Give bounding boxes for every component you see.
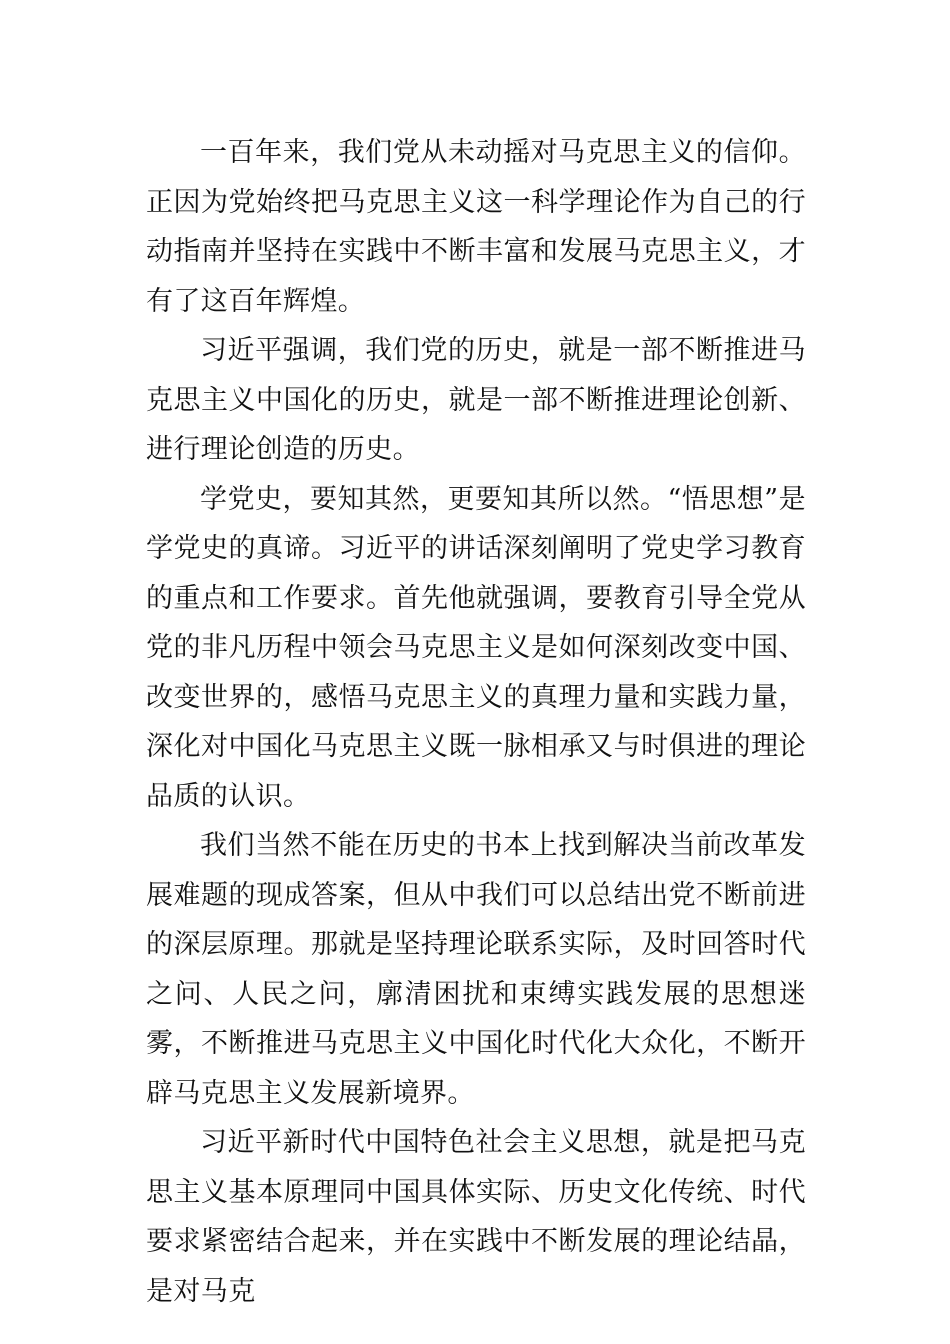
paragraph: 习近平新时代中国特色社会主义思想，就是把马克思主义基本原理同中国具体实际、历史文化传统、时代要求紧密结合起来，并在实践中不断发展的理论结晶，是对马克 [146,1127,806,1307]
paragraph: 我们当然不能在历史的书本上找到解决当前改革发展难题的现成答案，但从中我们可以总结出党不断前进的深层原理。那就是坚持理论联系实际，及时回答时代之问、人民之问，廓清困扰和束缚实践发展的思想迷雾，不断推进马克思主义中国化时代化大众化，不断开辟马克思主义发展新境界。 [146,830,806,1109]
document-body [146,128,806,1316]
paragraph: 一百年来，我们党从未动摇对马克思主义的信仰。正因为党始终把马克思主义这一科学理论作为自己的行动指南并坚持在实践中不断丰富和发展马克思主义，才有了这百年辉煌。 [146,137,806,317]
paragraph: 学党史，要知其然，更要知其所以然。“悟思想”是学党史的真谛。习近平的讲话深刻阐明了党史学习教育的重点和工作要求。首先他就强调，要教育引导全党从党的非凡历程中领会马克思主义是如何深刻改变中国、改变世界的，感悟马克思主义的真理力量和实践力量，深化对中国化马克思主义既一脉相承又与时俱进的理论品质的认识。 [146,483,806,812]
paragraph: 习近平强调，我们党的历史，就是一部不断推进马克思主义中国化的历史，就是一部不断推进理论创新、进行理论创造的历史。 [146,335,806,465]
